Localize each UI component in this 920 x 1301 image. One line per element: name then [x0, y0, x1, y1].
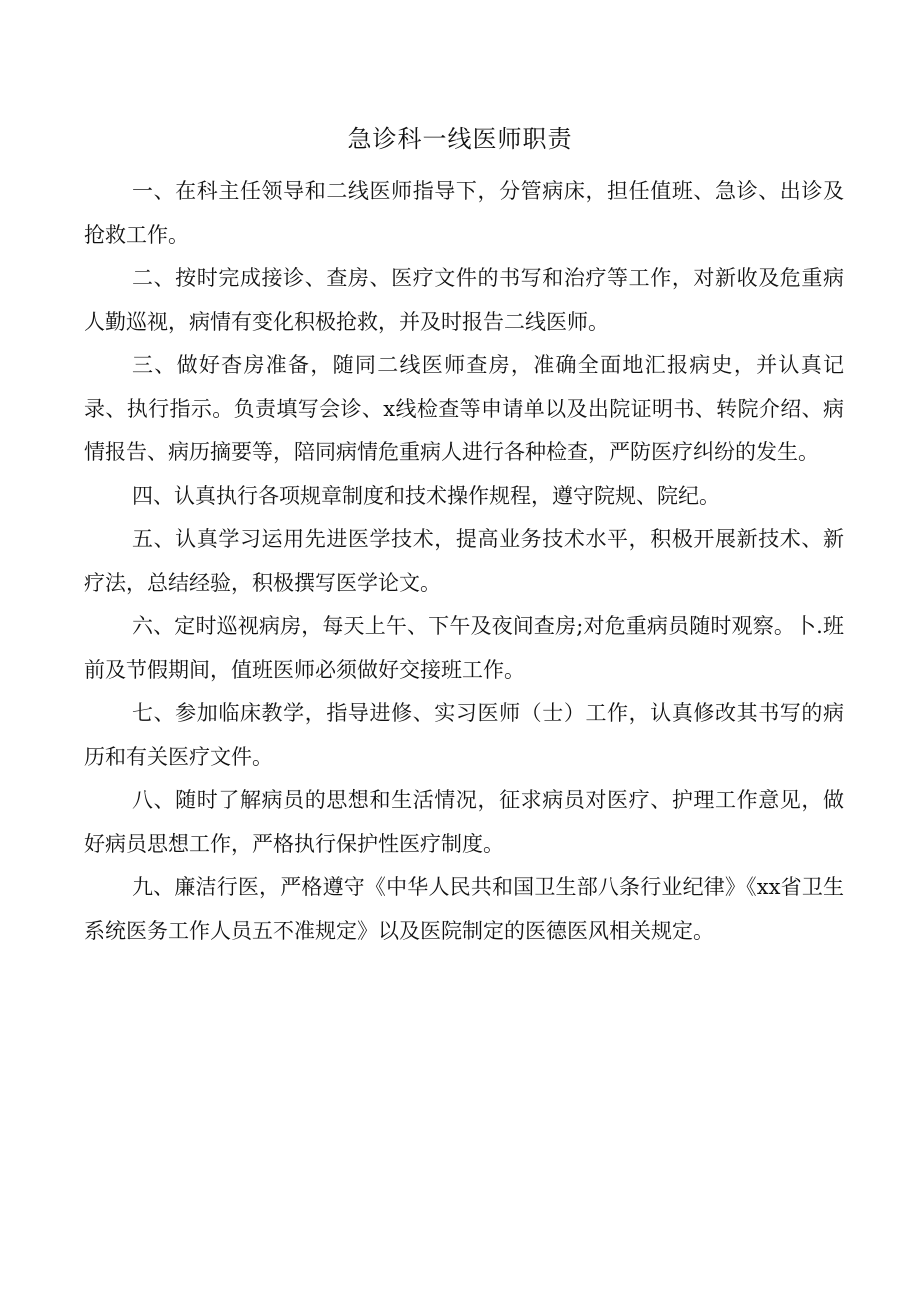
duty-item-7: 七、参加临床教学，指导进修、实习医师（士）工作，认真修改其书写的病历和有关医疗文件。	[84, 701, 844, 769]
duty-item-9: 九、廉洁行医，严格遵守《中华人民共和国卫生部八条行业纪律》《xx省卫生系统医务工作人员五不准规定》以及医院制定的医德医风相关规定。	[84, 875, 844, 943]
duty-item-5: 五、认真学习运用先进医学技术，提高业务技术水平，积极开展新技术、新疗法，总结经验，积极撰写医学论文。	[84, 527, 844, 595]
document-body	[84, 170, 844, 953]
duty-item-4: 四、认真执行各项规章制度和技术操作规程，遵守院规、院纪。	[132, 483, 720, 508]
duty-item-1: 一、在科主任领导和二线医师指导下，分管病床，担任值班、急诊、出诊及抢救工作。	[84, 179, 844, 247]
duty-item-2: 二、按时完成接诊、查房、医疗文件的书写和治疗等工作，对新收及危重病人勤巡视，病情有变化积极抢救，并及时报告二线医师。	[84, 266, 844, 334]
duty-item-6: 六、定时巡视病房，每天上午、下午及夜间查房;对危重病员随时观察。卜.班前及节假期间，值班医师必须做好交接班工作。	[84, 614, 844, 682]
duty-item-3: 三、做好杳房准备，随同二线医师查房，准确全面地汇报病史，并认真记录、执行指示。负责填写会诊、x线检查等申请单以及出院证明书、转院介绍、病情报告、病历摘要等，陪同病情危重病人进行各种检查，严防医疗纠纷的发生。	[84, 353, 844, 464]
document-title: 急诊科一线医师职责	[347, 125, 573, 153]
duty-item-8: 八、随时了解病员的思想和生活情况，征求病员对医疗、护理工作意见，做好病员思想工作，严格执行保护性医疗制度。	[84, 788, 844, 856]
